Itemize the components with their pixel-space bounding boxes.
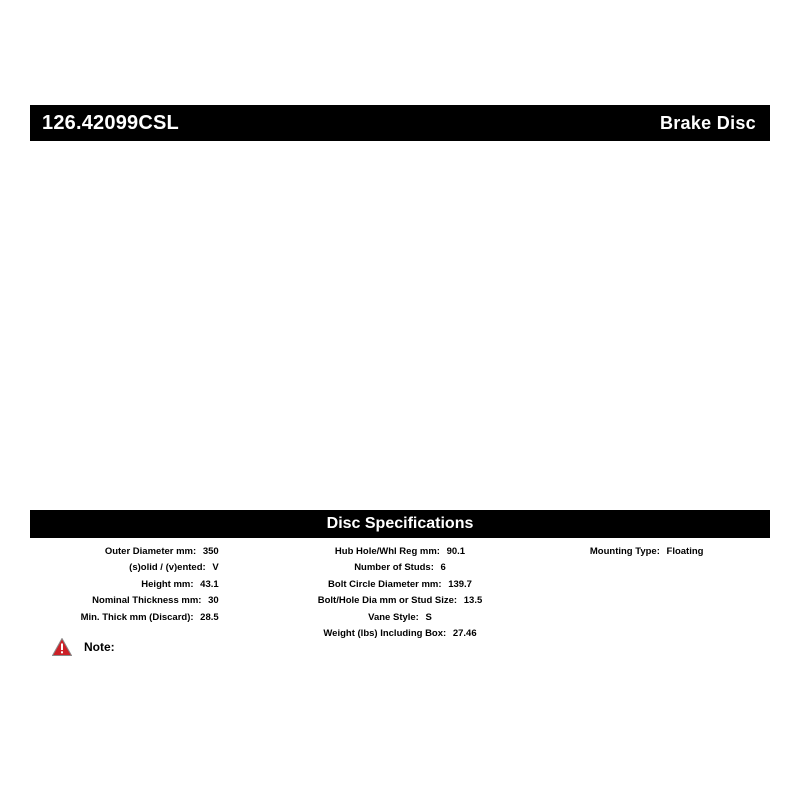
note-row — [30, 632, 770, 662]
product-type-label: Brake Disc — [659, 113, 756, 133]
spec-label: Outer Diameter mm: — [104, 545, 197, 557]
spec-row — [368, 609, 432, 626]
part-number: 126.42099CSL — [42, 112, 179, 134]
spec-row — [92, 593, 219, 610]
spec-column-middle — [277, 540, 524, 645]
spec-value: S — [425, 611, 432, 623]
spec-row — [335, 543, 465, 560]
warning-triangle-icon — [52, 638, 72, 656]
spec-column-left — [30, 540, 277, 645]
spec-label: Bolt Circle Diameter mm: — [328, 578, 442, 590]
spec-row — [318, 593, 483, 610]
spec-value: 28.5 — [200, 611, 219, 623]
spec-value: 30 — [208, 595, 219, 606]
spec-row — [354, 560, 446, 577]
note-label: Note: — [84, 640, 115, 654]
disc-specifications-body — [30, 540, 770, 645]
spec-value: 27.46 — [452, 628, 477, 639]
spec-column-right — [523, 540, 770, 645]
spec-row — [105, 543, 219, 560]
spec-value: 350 — [202, 545, 219, 557]
spec-value: 6 — [440, 562, 446, 573]
spec-label: Height mm: — [141, 578, 194, 590]
spec-value: Floating — [666, 545, 704, 557]
spec-value: 90.1 — [446, 545, 466, 557]
disc-specifications-header — [30, 510, 770, 538]
spec-row — [590, 543, 704, 560]
spec-label: Nominal Thickness mm: — [92, 595, 202, 606]
spec-row — [129, 560, 219, 577]
spec-value: V — [212, 562, 219, 573]
spec-row — [81, 609, 219, 626]
product-drawing-area — [30, 150, 770, 505]
title-bar — [30, 105, 770, 141]
spec-row — [141, 576, 218, 593]
spec-label: Number of Studs: — [354, 562, 434, 573]
spec-label: Hub Hole/Whl Reg mm: — [334, 545, 440, 557]
spec-value: 43.1 — [200, 578, 219, 590]
spec-row — [328, 576, 472, 593]
spec-label: Bolt/Hole Dia mm or Stud Size: — [317, 595, 458, 606]
spec-label: Mounting Type: — [589, 545, 660, 557]
spec-label: Weight (lbs) Including Box: — [323, 628, 447, 639]
spec-value: 139.7 — [448, 578, 472, 590]
disc-specifications-title: Disc Specifications — [326, 515, 474, 532]
spec-label: (s)olid / (v)ented: — [129, 562, 206, 573]
spec-label: Min. Thick mm (Discard): — [80, 611, 194, 623]
spec-value: 13.5 — [463, 595, 483, 606]
spec-label: Vane Style: — [368, 611, 419, 623]
